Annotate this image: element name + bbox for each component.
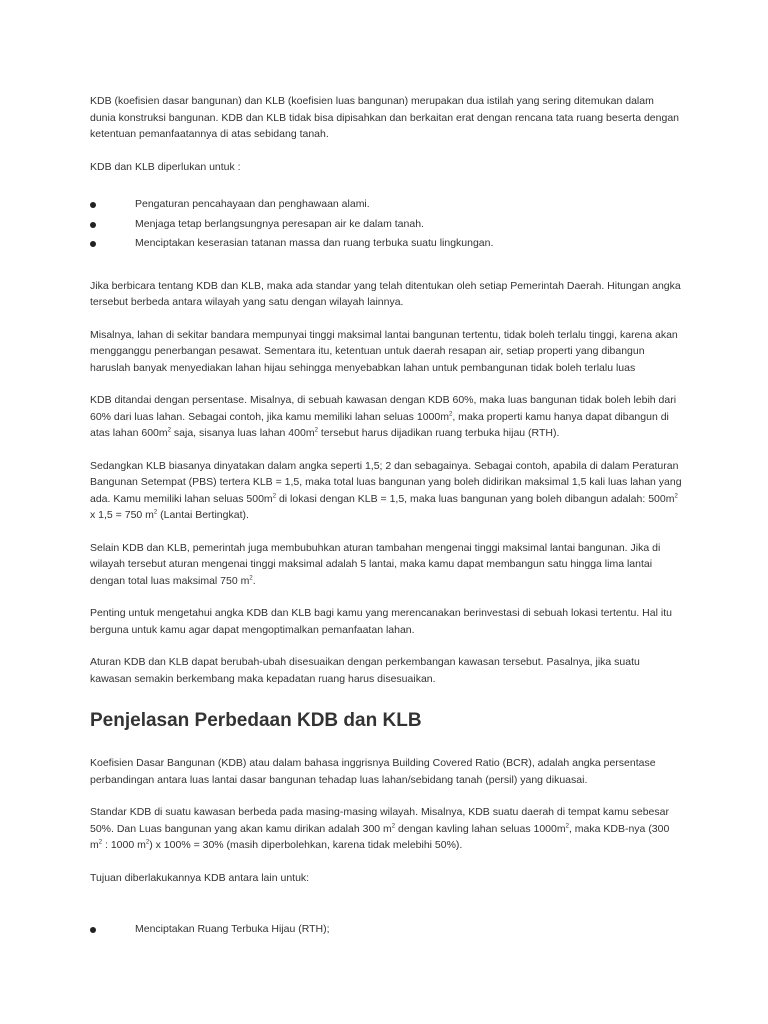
- bullet-icon: [90, 927, 96, 933]
- investment-paragraph: Penting untuk mengetahui angka KDB dan KLB bagi kamu yang merencanakan berinvestasi di sebuah lokasi tertentu. Hal itu berguna untuk kamu agar dapat mengoptimalkan pemanfaatan lahan.: [90, 607, 672, 636]
- article-body: [90, 93, 682, 960]
- kdb-purpose-paragraph: Tujuan diberlakukannya KDB antara lain untuk:: [90, 871, 310, 884]
- bullet-icon: [90, 222, 96, 228]
- bullet-icon: [90, 241, 96, 247]
- needs-intro-paragraph: KDB dan KLB diperlukan untuk :: [90, 160, 241, 173]
- bullet-icon: [90, 202, 96, 208]
- floor-limit-paragraph: Selain KDB dan KLB, pemerintah juga membubuhkan aturan tambahan mengenai tinggi maksimal lantai bangunan. Jika di wilayah tersebut aturan mengenai tinggi maksimal adalah 5 lantai, maka kamu dapat membangun satu hingga lima lantai dengan total luas maksimal 750 $m^2$.: [90, 541, 661, 587]
- kdb-percentage-paragraph: KDB ditandai dengan persentase. Misalnya, di sebuah kawasan dengan KDB 60%, maka luas bangunan tidak boleh lebih dari 60% dari luas lahan. Sebagai contoh, jika kamu memiliki lahan seluas $1000m^2$, maka properti kamu hanya dapat dibangun di atas lahan $600m^2$ saja, sisanya luas lahan $400m^2$ tersebut harus dijadikan ruang terbuka hijau (RTH).: [90, 394, 677, 439]
- list-item: Pengaturan pencahayaan dan penghawaan alami.: [90, 195, 682, 215]
- airport-example-paragraph: Misalnya, lahan di sekitar bandara mempunyai tinggi maksimal lantai bangunan tertentu, tidak boleh terlalu tinggi, karena akan mengganggu penerbangan pesawat. Sementara itu, ketentuan untuk daerah resapan air, setiap properti yang dibangun haruslah banyak menyediakan lahan hijau sehingga menyebabkan lahan untuk pembangunan tidak boleh terlalu luas: [90, 328, 678, 374]
- rule-change-paragraph: Aturan KDB dan KLB dapat berubah-ubah disesuaikan dengan perkembangan kawasan tersebut. Pasalnya, jika suatu kawasan semakin berkembang maka kepadatan ruang harus disesuaikan.: [90, 656, 640, 685]
- section-heading: Penjelasan Perbedaan KDB dan KLB: [90, 710, 422, 731]
- standards-paragraph: Jika berbicara tentang KDB dan KLB, maka ada standar yang telah ditentukan oleh setiap Pemerintah Daerah. Hitungan angka tersebut berbeda antara wilayah yang satu dengan wilayah lainnya.: [90, 279, 681, 308]
- kdb-standard-paragraph: Standar KDB di suatu kawasan berbeda pada masing-masing wilayah. Misalnya, KDB suatu daerah di tempat kamu sebesar 50%. Dan Luas bangunan yang akan kamu dirikan adalah 300 $m^2$ dengan kavling lahan seluas $1000m^2$, maka KDB-nya (300 $m^2$ : 1000 $m^2$) x 100% = 30% (masih diperbolehkan, karena tidak melebihi 50%).: [90, 806, 670, 851]
- list-item: Menjaga tetap berlangsungnya peresapan air ke dalam tanah.: [90, 215, 682, 235]
- list-item: Menciptakan Ruang Terbuka Hijau (RTH);: [90, 920, 682, 940]
- klb-example-paragraph: Sedangkan KLB biasanya dinyatakan dalam angka seperti 1,5; 2 dan sebagainya. Sebagai contoh, apabila di dalam Peraturan Bangunan Setempat (PBS) tertera KLB = 1,5, maka total luas bangunan yang boleh didirikan maksimal 1,5 kali luas lahan yang ada. Kamu memiliki lahan seluas $500m^2$ di lokasi dengan KLB = 1,5, maka luas bangunan yang boleh dibangun adalah: $500m^2$ x 1,5 = 750 $m^2$ (Lantai Bertingkat).: [90, 459, 682, 521]
- kdb-purpose-list: [90, 920, 682, 940]
- intro-paragraph: KDB (koefisien dasar bangunan) dan KLB (koefisien luas bangunan) merupakan dua istilah yang sering ditemukan dalam dunia konstruksi bangunan. KDB dan KLB tidak bisa dipisahkan dan berkaitan erat dengan rencana tata ruang beserta dengan ketentuan pemanfaatannya di atas sebidang tanah.: [90, 95, 679, 140]
- list-item: Menciptakan keserasian tatanan massa dan ruang terbuka suatu lingkungan.: [90, 234, 682, 254]
- kdb-definition-paragraph: Koefisien Dasar Bangunan (KDB) atau dalam bahasa inggrisnya Building Covered Ratio (BCR), adalah angka persentase perbandingan antara luas lantai dasar bangunan tehadap luas lahan/sebidang tanah (persil) yang dikuasai.: [90, 757, 656, 786]
- needs-list: [90, 195, 682, 254]
